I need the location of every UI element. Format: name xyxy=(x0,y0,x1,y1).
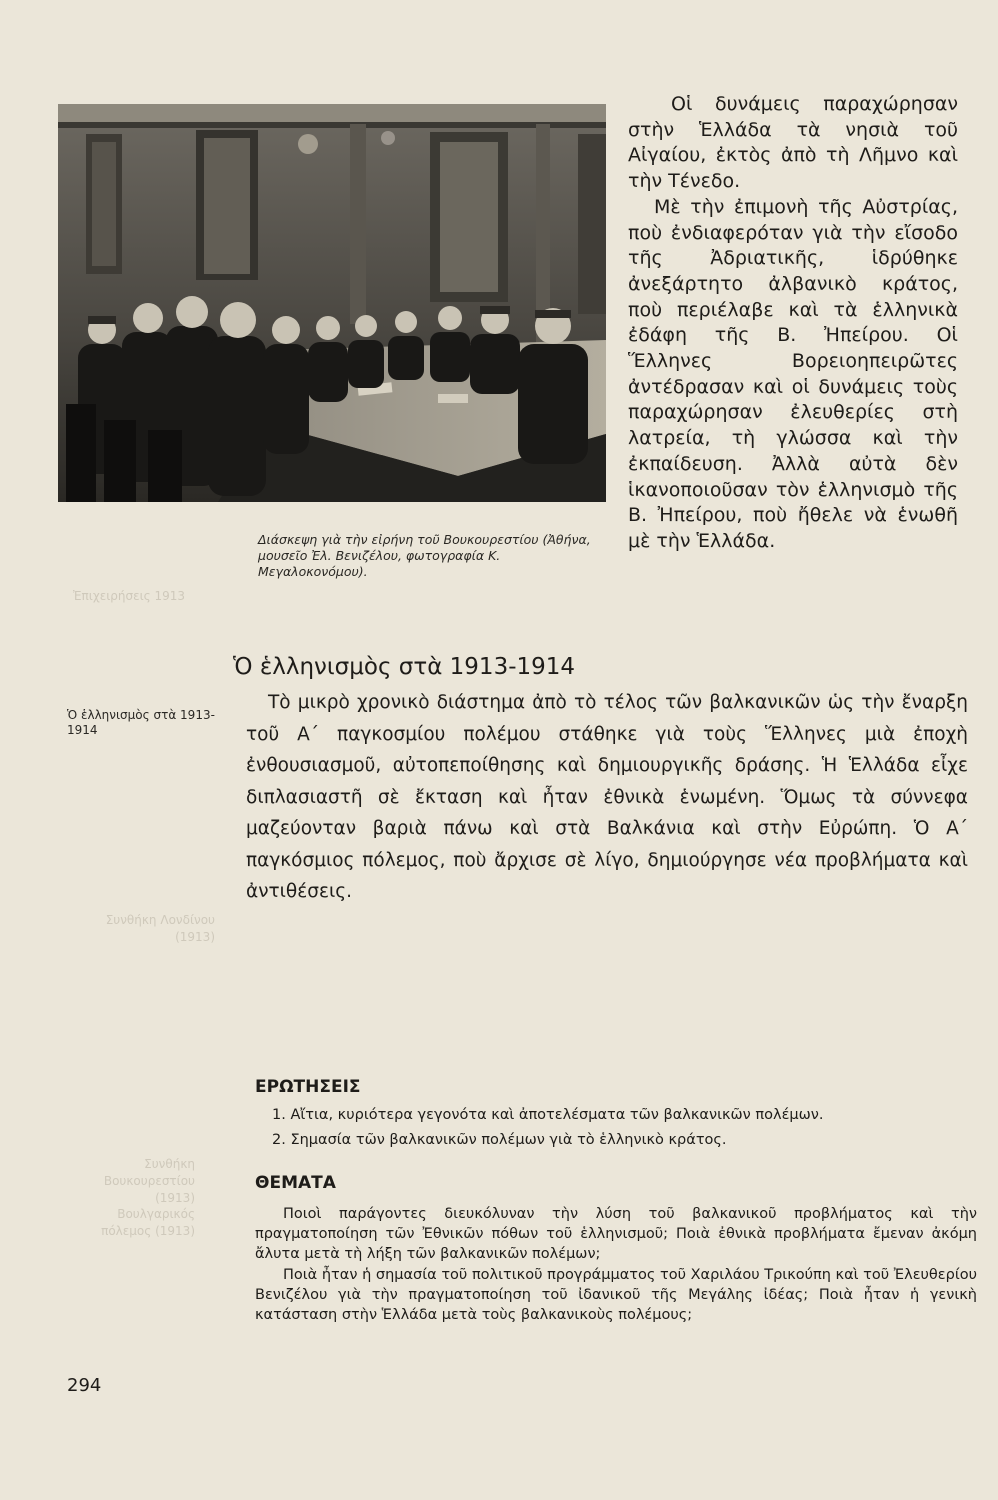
bleed-through-note: Βουλγαρικός πόλεμος (1913) xyxy=(101,1207,195,1238)
intro-paragraph: Οἱ δυνάμεις παραχώρησαν στὴν Ἑλλάδα τὰ νησιὰ τοῦ Αἰγαίου, ἐκτὸς ἀπὸ τὴ Λῆμνο καὶ τὴν Τένεδο. xyxy=(628,93,958,193)
bleed-through-note: Συνθήκη Βουκουρεστίου (1913) xyxy=(103,1157,195,1205)
margin-note: Ὁ ἑλληνισμὸς στὰ 1913-1914 xyxy=(67,708,215,737)
conference-photo xyxy=(58,104,606,502)
questions-list xyxy=(272,1103,962,1153)
section-body: Τὸ μικρὸ χρονικὸ διάστημα ἀπὸ τὸ τέλος τῶν βαλκανικῶν ὡς τὴν ἔναρξη τοῦ Α΄ παγκοσμίου πολέμου στάθηκε γιὰ τοὺς Ἕλληνες μιὰ ἐποχὴ ἐνθουσιασμοῦ, αὐτοπεποίθησης καὶ δημιουργικῆς δράσης. Ἡ Ἑλλάδα εἶχε διπλασιαστῆ σὲ ἔκταση καὶ ἦταν ἐθνικὰ ἑνωμένη. Ὅμως τὰ σύννεφα μαζεύονταν βαριὰ πάνω καὶ στὰ Βαλκάνια καὶ στὴν Εὐρώπη. Ὁ Α΄ παγκόσμιος πόλεμος, ποὺ ἄρχισε σὲ λίγο, δημιούργησε νέα προβλήματα καὶ ἀντιθέσεις. xyxy=(246,692,968,902)
topics-list xyxy=(255,1204,977,1326)
bleed-through-note: Συνθήκη Λονδίνου (1913) xyxy=(105,913,215,944)
intro-paragraph: Μὲ τὴν ἐπιμονὴ τῆς Αὐστρίας, ποὺ ἐνδιαφερόταν γιὰ τὴν εἴσοδο τῆς Ἀδριατικῆς, ἱδρύθηκε ἀνεξάρτητο ἀλβανικὸ κράτος, ποὺ περιέλαβε καὶ τὰ ἑλληνικὰ ἐδάφη τῆς Β. Ἠπείρου. Οἱ Ἕλληνες Βορειοηπειρῶτες ἀντέδρασαν καὶ οἱ δυνάμεις τοὺς παραχώρησαν ἐλευθερίες στὴ λατρεία, τὴ γλώσσα καὶ τὴν ἐκπαίδευση. Ἀλλὰ αὐτὰ δὲν ἱκανοποιοῦσαν τὸν ἑλληνισμὸ τῆς Β. Ἠπείρου, ποὺ ἤθελε νὰ ἑνωθῆ μὲ τὴν Ἑλλάδα. xyxy=(628,195,958,552)
bleed-through-note: Ἐπιχειρήσεις 1913 xyxy=(73,589,186,603)
intro-column xyxy=(628,92,958,555)
topic-paragraph: Ποιὰ ἦταν ἡ σημασία τοῦ πολιτικοῦ προγράμματος τοῦ Χαριλάου Τρικούπη καὶ τοῦ Ἐλευθερίου Βενιζέλου γιὰ τὴν πραγματοποίηση τοῦ ἰδανικοῦ τῆς Μεγάλης ἰδέας; Ποιὰ ἦταν ἡ γενικὴ κατάσταση στὴν Ἑλλάδα μετὰ τοὺς βαλκανικοὺς πολέμους; xyxy=(255,1267,977,1323)
photo-caption: Διάσκεψη γιὰ τὴν εἰρήνη τοῦ Βουκουρεστίου (Ἀθήνα, μουσεῖο Ἐλ. Βενιζέλου, φωτογραφία Κ. Μεγαλοκονόμου). xyxy=(258,532,591,579)
topic-paragraph: Ποιοὶ παράγοντες διευκόλυναν τὴν λύση τοῦ βαλκανικοῦ προβλήματος καὶ τὴν πραγματοποίηση τῶν Ἐθνικῶν πόθων τοῦ ἑλληνισμοῦ; Ποιὰ ἐθνικὰ προβλήματα ἔμεναν ἀκόμη ἄλυτα μετὰ τὴ λήξη τῶν βαλκανικῶν πολέμων; xyxy=(255,1206,977,1262)
page-number: 294 xyxy=(67,1375,102,1396)
question-item: 2. Σημασία τῶν βαλκανικῶν πολέμων γιὰ τὸ ἑλληνικὸ κράτος. xyxy=(272,1132,727,1148)
questions-heading: ΕΡΩΤΗΣΕΙΣ xyxy=(255,1077,361,1097)
question-item: 1. Αἴτια, κυριότερα γεγονότα καὶ ἀποτελέσματα τῶν βαλκανικῶν πολέμων. xyxy=(272,1107,824,1123)
conference-photo-image xyxy=(58,104,606,502)
topics-heading: ΘΕΜΑΤΑ xyxy=(255,1173,336,1193)
section-title: Ὁ ἑλληνισμὸς στὰ 1913-1914 xyxy=(233,654,576,680)
